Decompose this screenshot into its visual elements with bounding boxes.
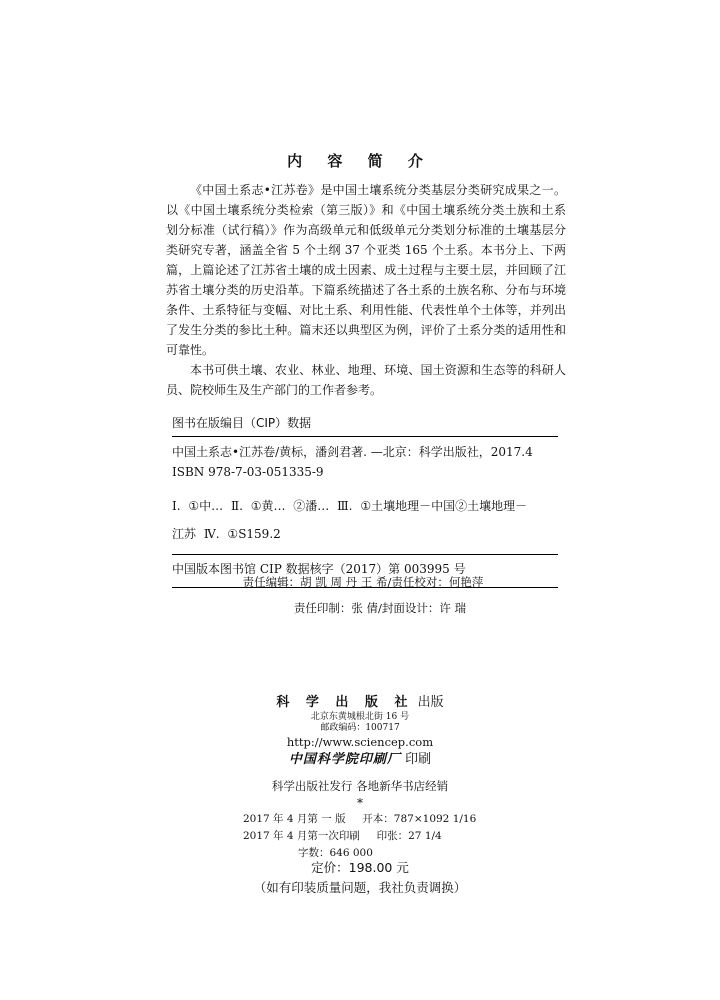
- publisher-url: http://www.sciencep.com: [286, 735, 434, 749]
- separator-star: *: [357, 796, 363, 810]
- edition-date: 2017 年 4 月第 一 版: [243, 813, 346, 825]
- cip-divider: [172, 554, 558, 555]
- publisher-suffix: 出版: [417, 695, 444, 710]
- cip-header: 图书在版编目（CIP）数据: [172, 414, 558, 437]
- word-count: 字数：646 000: [298, 847, 373, 859]
- edition-specs: [243, 811, 476, 862]
- editor-credits: 责任编辑：胡 凯 周 丹 王 希/责任校对：何艳萍: [242, 575, 484, 589]
- production-credits: 责任印制：张 倩/封面设计：许 瑞: [293, 601, 467, 615]
- credits: [0, 569, 720, 621]
- cip-block: [172, 442, 558, 588]
- cip-classification-cont: 江苏 Ⅳ. ①S159.2: [172, 527, 281, 541]
- cip-data-number: 中国版本图书馆 CIP 数据核字（2017）第 003995 号: [172, 562, 466, 576]
- summary-title: 内 容 简 介: [287, 152, 433, 170]
- printing-line: [243, 828, 476, 845]
- printer-logo-text: 中国科学院印刷厂: [288, 752, 401, 767]
- publisher-address: 北京东黄城根北街 16 号: [310, 712, 410, 722]
- publication-info: [0, 694, 720, 810]
- distribution-line: 科学出版社发行 各地新华书店经销: [271, 779, 449, 793]
- edition-line: [243, 811, 476, 828]
- quality-note: （如有印装质量问题，我社负责调换）: [253, 880, 467, 895]
- publisher-postcode: 邮政编码：100717: [320, 723, 400, 733]
- printer-line: [0, 750, 720, 770]
- printer-suffix: 印刷: [405, 752, 432, 767]
- price: 定价：198.00 元: [311, 860, 409, 875]
- cip-title-line: 中国土系志•江苏卷/黄标，潘剑君著. —北京：科学出版社，2017.4: [172, 445, 533, 459]
- cip-classification: Ⅰ. ①中… Ⅱ. ①黄… ②潘… Ⅲ. ①土壤地理－中国②土壤地理－: [172, 499, 528, 513]
- print-sheets: 印张：27 1/4: [376, 830, 442, 842]
- format-size: 开本：787×1092 1/16: [362, 813, 477, 825]
- publisher-logo-text: 科 学 出 版 社: [276, 695, 414, 710]
- summary-paragraph: 本书可供土壤、农业、林业、地理、环境、国土资源和生态等的科研人员、院校师生及生产部门的工作者参考。: [166, 363, 566, 397]
- printing-date: 2017 年 4 月第一次印刷: [243, 830, 360, 842]
- summary-body: [166, 180, 566, 400]
- publisher-line: [0, 694, 720, 712]
- summary-paragraph: 《中国土系志•江苏卷》是中国土壤系统分类基层分类研究成果之一。以《中国土壤系统分类检索（第三版）》和《中国土壤系统分类土族和土系划分标准（试行稿）》作为高级单元和低级单元分类划分标准的土壤基层分类研究专著，涵盖全省 5 个土纲 37 个亚类 165 个土系。本书分上、下两篇，上篇论述了江苏省土壤的成土因素、成土过程与主要土层，并回顾了江苏省土壤分类的历史沿革。下篇系统描述了各土系的土族名称、分布与环境条件、土系特征与变幅、对比土系、利用性能、代表性单个土体等，并列出了发生分类的参比土种。篇末还以典型区为例，评价了土系分类的适用性和可靠性。: [166, 183, 566, 357]
- cip-isbn: ISBN 978-7-03-051335-9: [172, 465, 324, 479]
